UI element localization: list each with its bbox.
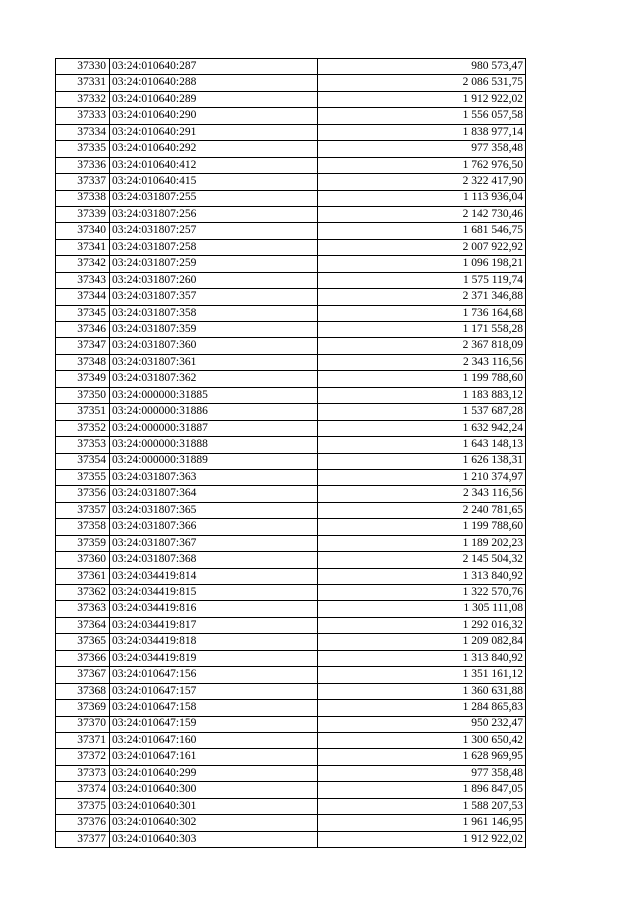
cadastral-value-cell: 950 232,47 — [318, 716, 526, 732]
table-row — [56, 683, 526, 699]
cadastral-value-cell: 1 199 788,60 — [318, 519, 526, 535]
cadastral-value-cell: 1 113 936,04 — [318, 190, 526, 206]
row-number-cell: 37354 — [56, 453, 110, 469]
table-row — [56, 765, 526, 781]
row-number-cell: 37336 — [56, 157, 110, 173]
row-number-cell: 37352 — [56, 420, 110, 436]
table-row — [56, 206, 526, 222]
table-row — [56, 749, 526, 765]
cadastral-number-cell: 03:24:031807:364 — [110, 486, 318, 502]
cadastral-value-cell: 1 556 057,58 — [318, 108, 526, 124]
cadastral-number-cell: 03:24:031807:367 — [110, 535, 318, 551]
table-row — [56, 59, 526, 75]
cadastral-value-cell: 980 573,47 — [318, 59, 526, 75]
table-row — [56, 223, 526, 239]
table-row — [56, 174, 526, 190]
cadastral-number-cell: 03:24:031807:256 — [110, 206, 318, 222]
cadastral-value-cell: 1 736 164,68 — [318, 305, 526, 321]
table-row — [56, 354, 526, 370]
row-number-cell: 37349 — [56, 371, 110, 387]
table-row — [56, 798, 526, 814]
row-number-cell: 37360 — [56, 552, 110, 568]
table-row — [56, 617, 526, 633]
row-number-cell: 37356 — [56, 486, 110, 502]
cadastral-number-cell: 03:24:031807:365 — [110, 502, 318, 518]
cadastral-value-cell: 1 189 202,23 — [318, 535, 526, 551]
table-row — [56, 322, 526, 338]
table-row — [56, 453, 526, 469]
table-row — [56, 404, 526, 420]
row-number-cell: 37358 — [56, 519, 110, 535]
cadastral-value-cell: 977 358,48 — [318, 765, 526, 781]
document-page — [55, 58, 526, 848]
cadastral-number-cell: 03:24:031807:260 — [110, 272, 318, 288]
cadastral-value-cell: 1 762 976,50 — [318, 157, 526, 173]
table-row — [56, 157, 526, 173]
cadastral-number-cell: 03:24:010640:303 — [110, 831, 318, 847]
row-number-cell: 37373 — [56, 765, 110, 781]
cadastral-value-cell: 1 360 631,88 — [318, 683, 526, 699]
cadastral-value-cell: 977 358,48 — [318, 141, 526, 157]
cadastral-number-cell: 03:24:031807:368 — [110, 552, 318, 568]
row-number-cell: 37359 — [56, 535, 110, 551]
row-number-cell: 37333 — [56, 108, 110, 124]
cadastral-number-cell: 03:24:010640:287 — [110, 59, 318, 75]
cadastral-value-cell: 1 643 148,13 — [318, 437, 526, 453]
table-row — [56, 700, 526, 716]
cadastral-value-cell: 2 007 922,92 — [318, 239, 526, 255]
table-row — [56, 91, 526, 107]
table-row — [56, 486, 526, 502]
row-number-cell: 37330 — [56, 59, 110, 75]
table-row — [56, 519, 526, 535]
cadastral-value-cell: 2 367 818,09 — [318, 338, 526, 354]
row-number-cell: 37374 — [56, 782, 110, 798]
row-number-cell: 37337 — [56, 174, 110, 190]
cadastral-value-cell: 1 096 198,21 — [318, 256, 526, 272]
row-number-cell: 37363 — [56, 601, 110, 617]
row-number-cell: 37355 — [56, 469, 110, 485]
table-row — [56, 338, 526, 354]
cadastral-number-cell: 03:24:031807:363 — [110, 469, 318, 485]
table-row — [56, 502, 526, 518]
table-row — [56, 732, 526, 748]
table-row — [56, 437, 526, 453]
cadastral-value-cell: 1 588 207,53 — [318, 798, 526, 814]
cadastral-number-cell: 03:24:034419:818 — [110, 634, 318, 650]
cadastral-value-cell: 1 210 374,97 — [318, 469, 526, 485]
row-number-cell: 37350 — [56, 387, 110, 403]
table-body — [56, 59, 526, 848]
cadastral-value-cell: 2 142 730,46 — [318, 206, 526, 222]
cadastral-number-cell: 03:24:000000:31887 — [110, 420, 318, 436]
cadastral-number-cell: 03:24:031807:362 — [110, 371, 318, 387]
row-number-cell: 37351 — [56, 404, 110, 420]
row-number-cell: 37366 — [56, 650, 110, 666]
row-number-cell: 37369 — [56, 700, 110, 716]
table-row — [56, 305, 526, 321]
cadastral-number-cell: 03:24:034419:815 — [110, 585, 318, 601]
cadastral-value-cell: 1 575 119,74 — [318, 272, 526, 288]
cadastral-number-cell: 03:24:034419:817 — [110, 617, 318, 633]
cadastral-number-cell: 03:24:031807:257 — [110, 223, 318, 239]
row-number-cell: 37340 — [56, 223, 110, 239]
row-number-cell: 37364 — [56, 617, 110, 633]
cadastral-value-cell: 1 961 146,95 — [318, 815, 526, 831]
table-row — [56, 831, 526, 847]
cadastral-value-cell: 1 292 016,32 — [318, 617, 526, 633]
cadastral-value-cell: 1 351 161,12 — [318, 667, 526, 683]
row-number-cell: 37377 — [56, 831, 110, 847]
cadastral-value-cell: 2 086 531,75 — [318, 75, 526, 91]
row-number-cell: 37357 — [56, 502, 110, 518]
table-row — [56, 141, 526, 157]
row-number-cell: 37345 — [56, 305, 110, 321]
cadastral-number-cell: 03:24:010647:158 — [110, 700, 318, 716]
cadastral-number-cell: 03:24:000000:31885 — [110, 387, 318, 403]
cadastral-value-cell: 1 183 883,12 — [318, 387, 526, 403]
cadastral-number-cell: 03:24:031807:360 — [110, 338, 318, 354]
cadastral-number-cell: 03:24:031807:258 — [110, 239, 318, 255]
cadastral-value-cell: 2 322 417,90 — [318, 174, 526, 190]
cadastral-number-cell: 03:24:010640:415 — [110, 174, 318, 190]
cadastral-number-cell: 03:24:034419:816 — [110, 601, 318, 617]
cadastral-value-cell: 1 537 687,28 — [318, 404, 526, 420]
row-number-cell: 37375 — [56, 798, 110, 814]
cadastral-value-cell: 1 209 082,84 — [318, 634, 526, 650]
cadastral-value-cell: 1 681 546,75 — [318, 223, 526, 239]
cadastral-number-cell: 03:24:031807:255 — [110, 190, 318, 206]
row-number-cell: 37372 — [56, 749, 110, 765]
cadastral-value-cell: 1 199 788,60 — [318, 371, 526, 387]
cadastral-number-cell: 03:24:000000:31889 — [110, 453, 318, 469]
table-row — [56, 535, 526, 551]
row-number-cell: 37346 — [56, 322, 110, 338]
table-row — [56, 387, 526, 403]
cadastral-number-cell: 03:24:000000:31886 — [110, 404, 318, 420]
cadastral-value-cell: 1 313 840,92 — [318, 650, 526, 666]
cadastral-value-cell: 1 284 865,83 — [318, 700, 526, 716]
table-row — [56, 469, 526, 485]
cadastral-value-cell: 1 171 558,28 — [318, 322, 526, 338]
cadastral-number-cell: 03:24:010640:291 — [110, 124, 318, 140]
row-number-cell: 37344 — [56, 289, 110, 305]
table-row — [56, 108, 526, 124]
cadastral-number-cell: 03:24:010640:412 — [110, 157, 318, 173]
table-row — [56, 190, 526, 206]
table-row — [56, 552, 526, 568]
table-row — [56, 650, 526, 666]
cadastral-number-cell: 03:24:010640:299 — [110, 765, 318, 781]
cadastral-number-cell: 03:24:031807:366 — [110, 519, 318, 535]
cadastral-number-cell: 03:24:031807:358 — [110, 305, 318, 321]
cadastral-value-cell: 1 322 570,76 — [318, 585, 526, 601]
row-number-cell: 37376 — [56, 815, 110, 831]
cadastral-value-cell: 2 371 346,88 — [318, 289, 526, 305]
cadastral-number-cell: 03:24:010647:161 — [110, 749, 318, 765]
table-row — [56, 815, 526, 831]
table-row — [56, 601, 526, 617]
row-number-cell: 37334 — [56, 124, 110, 140]
cadastral-value-cell: 1 300 650,42 — [318, 732, 526, 748]
cadastral-value-cell: 1 912 922,02 — [318, 831, 526, 847]
cadastral-number-cell: 03:24:031807:361 — [110, 354, 318, 370]
cadastral-number-cell: 03:24:010647:159 — [110, 716, 318, 732]
row-number-cell: 37361 — [56, 568, 110, 584]
cadastral-number-cell: 03:24:034419:819 — [110, 650, 318, 666]
cadastral-number-cell: 03:24:010640:302 — [110, 815, 318, 831]
table-row — [56, 256, 526, 272]
cadastral-value-cell: 1 838 977,14 — [318, 124, 526, 140]
row-number-cell: 37338 — [56, 190, 110, 206]
table-row — [56, 75, 526, 91]
row-number-cell: 37343 — [56, 272, 110, 288]
cadastral-value-cell: 1 628 969,95 — [318, 749, 526, 765]
table-row — [56, 124, 526, 140]
row-number-cell: 37339 — [56, 206, 110, 222]
table-row — [56, 239, 526, 255]
table-row — [56, 585, 526, 601]
row-number-cell: 37335 — [56, 141, 110, 157]
cadastral-number-cell: 03:24:010640:288 — [110, 75, 318, 91]
cadastral-number-cell: 03:24:031807:357 — [110, 289, 318, 305]
row-number-cell: 37341 — [56, 239, 110, 255]
cadastral-number-cell: 03:24:034419:814 — [110, 568, 318, 584]
cadastral-value-cell: 1 626 138,31 — [318, 453, 526, 469]
cadastral-number-cell: 03:24:000000:31888 — [110, 437, 318, 453]
table-row — [56, 634, 526, 650]
cadastral-number-cell: 03:24:010640:300 — [110, 782, 318, 798]
row-number-cell: 37331 — [56, 75, 110, 91]
table-row — [56, 716, 526, 732]
table-row — [56, 371, 526, 387]
row-number-cell: 37368 — [56, 683, 110, 699]
row-number-cell: 37347 — [56, 338, 110, 354]
cadastral-number-cell: 03:24:010647:156 — [110, 667, 318, 683]
cadastral-value-cell: 2 145 504,32 — [318, 552, 526, 568]
table-row — [56, 272, 526, 288]
row-number-cell: 37342 — [56, 256, 110, 272]
cadastral-number-cell: 03:24:010640:289 — [110, 91, 318, 107]
row-number-cell: 37367 — [56, 667, 110, 683]
table-row — [56, 782, 526, 798]
cadastral-number-cell: 03:24:010640:301 — [110, 798, 318, 814]
cadastral-value-cell: 2 240 781,65 — [318, 502, 526, 518]
cadastral-value-cell: 1 632 942,24 — [318, 420, 526, 436]
table-row — [56, 667, 526, 683]
cadastral-value-table — [55, 58, 526, 848]
cadastral-number-cell: 03:24:010640:292 — [110, 141, 318, 157]
table-row — [56, 289, 526, 305]
row-number-cell: 37371 — [56, 732, 110, 748]
cadastral-value-cell: 1 313 840,92 — [318, 568, 526, 584]
table-row — [56, 420, 526, 436]
row-number-cell: 37332 — [56, 91, 110, 107]
cadastral-number-cell: 03:24:010647:157 — [110, 683, 318, 699]
row-number-cell: 37353 — [56, 437, 110, 453]
cadastral-value-cell: 1 896 847,05 — [318, 782, 526, 798]
row-number-cell: 37348 — [56, 354, 110, 370]
cadastral-value-cell: 1 912 922,02 — [318, 91, 526, 107]
cadastral-value-cell: 1 305 111,08 — [318, 601, 526, 617]
cadastral-value-cell: 2 343 116,56 — [318, 486, 526, 502]
cadastral-number-cell: 03:24:010640:290 — [110, 108, 318, 124]
cadastral-number-cell: 03:24:010647:160 — [110, 732, 318, 748]
row-number-cell: 37365 — [56, 634, 110, 650]
cadastral-value-cell: 2 343 116,56 — [318, 354, 526, 370]
row-number-cell: 37362 — [56, 585, 110, 601]
table-row — [56, 568, 526, 584]
row-number-cell: 37370 — [56, 716, 110, 732]
cadastral-number-cell: 03:24:031807:359 — [110, 322, 318, 338]
cadastral-number-cell: 03:24:031807:259 — [110, 256, 318, 272]
